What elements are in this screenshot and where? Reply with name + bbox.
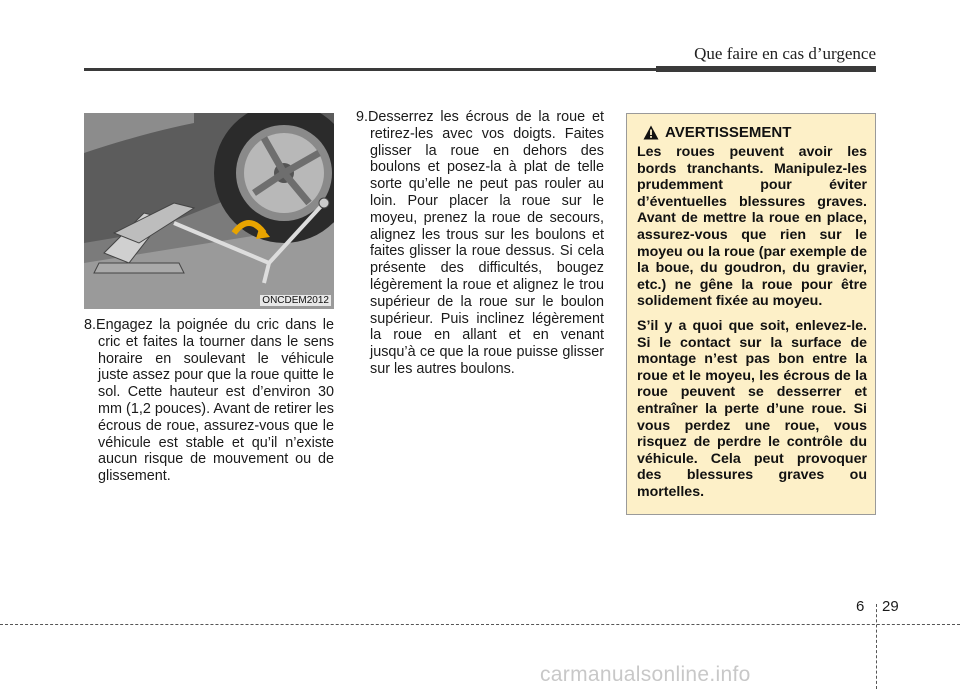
footer-rule bbox=[0, 624, 960, 625]
warning-triangle-icon bbox=[643, 125, 659, 140]
warning-header bbox=[643, 124, 867, 141]
step-8-number: 8. bbox=[84, 317, 97, 333]
step-9-text: Desserrez les écrous de la roue et retirez-les avec vos doigts. Faites glisser la roue en dehors des boulons et posez-la à plat de telle sorte qu’elle ne peut pas rouler au loin. Pour placer la roue sur le moyeu, prenez la roue de secours, alignez les trous sur les boulons et faites glisser la roue dessus. Si cela présente des difficultés, bougez légèrement la roue et alignez le trou supérieur de la roue sur le boulon supérieur. Puis inclinez légèrement la roue en allant et en venant jusqu’à ce que la roue puisse glisser sur les autres boulons. bbox=[368, 109, 604, 377]
step-8-paragraph bbox=[84, 317, 334, 485]
warning-title: AVERTISSEMENT bbox=[665, 124, 792, 141]
step-9 bbox=[356, 109, 604, 378]
step-9-number: 9. bbox=[356, 109, 369, 125]
header-rule-accent bbox=[656, 66, 876, 72]
watermark: carmanualsonline.info bbox=[540, 663, 751, 686]
warning-paragraph-1: Les roues peuvent avoir les bords tranchants. Manipulez-les prudemment pour éviter d’éventuelles blessures graves. Avant de mettre la roue en place, assurez-vous que rien sur le moyeu ou la roue (par exemple de la boue, du goudron, du gravier, etc.) ne gêne la roue pour être solidement fixée au moyeu. bbox=[637, 144, 867, 310]
warning-paragraph-2: S’il y a quoi que soit, enlevez-le. Si le contact sur la surface de montage n’est pas bon entre la roue et le moyeu, les écrous de la roue peuvent se desserrer et entraîner la perte d’une roue. Si vous perdez une roue, vous risquez de perdre le contrôle du véhicule. Cela peut provoquer des blessures graves ou mortelles. bbox=[637, 317, 867, 500]
figure-caption: ONCDEM2012 bbox=[262, 295, 329, 306]
step-8-text: Engagez la poignée du cric dans le cric et faites la tourner dans le sens horaire en soulevant le véhicule juste assez pour que la roue quitte le sol. Cette hauteur est d’environ 30 mm (1,2 pouces). Avant de retirer les écrous de roue, assurez-vous que le véhicule est stable et qu’il n’existe aucun risque de mouvement ou de glissement. bbox=[96, 317, 334, 485]
jack-illustration-drawing bbox=[84, 113, 334, 309]
step-9-paragraph bbox=[356, 109, 604, 378]
warning-box bbox=[626, 113, 876, 515]
section-number: 6 bbox=[856, 598, 865, 615]
step-8 bbox=[84, 317, 334, 485]
jack-illustration bbox=[84, 113, 334, 309]
footer-divider bbox=[876, 604, 877, 689]
page-number: 29 bbox=[882, 598, 899, 615]
header-title: Que faire en cas d’urgence bbox=[694, 44, 876, 63]
